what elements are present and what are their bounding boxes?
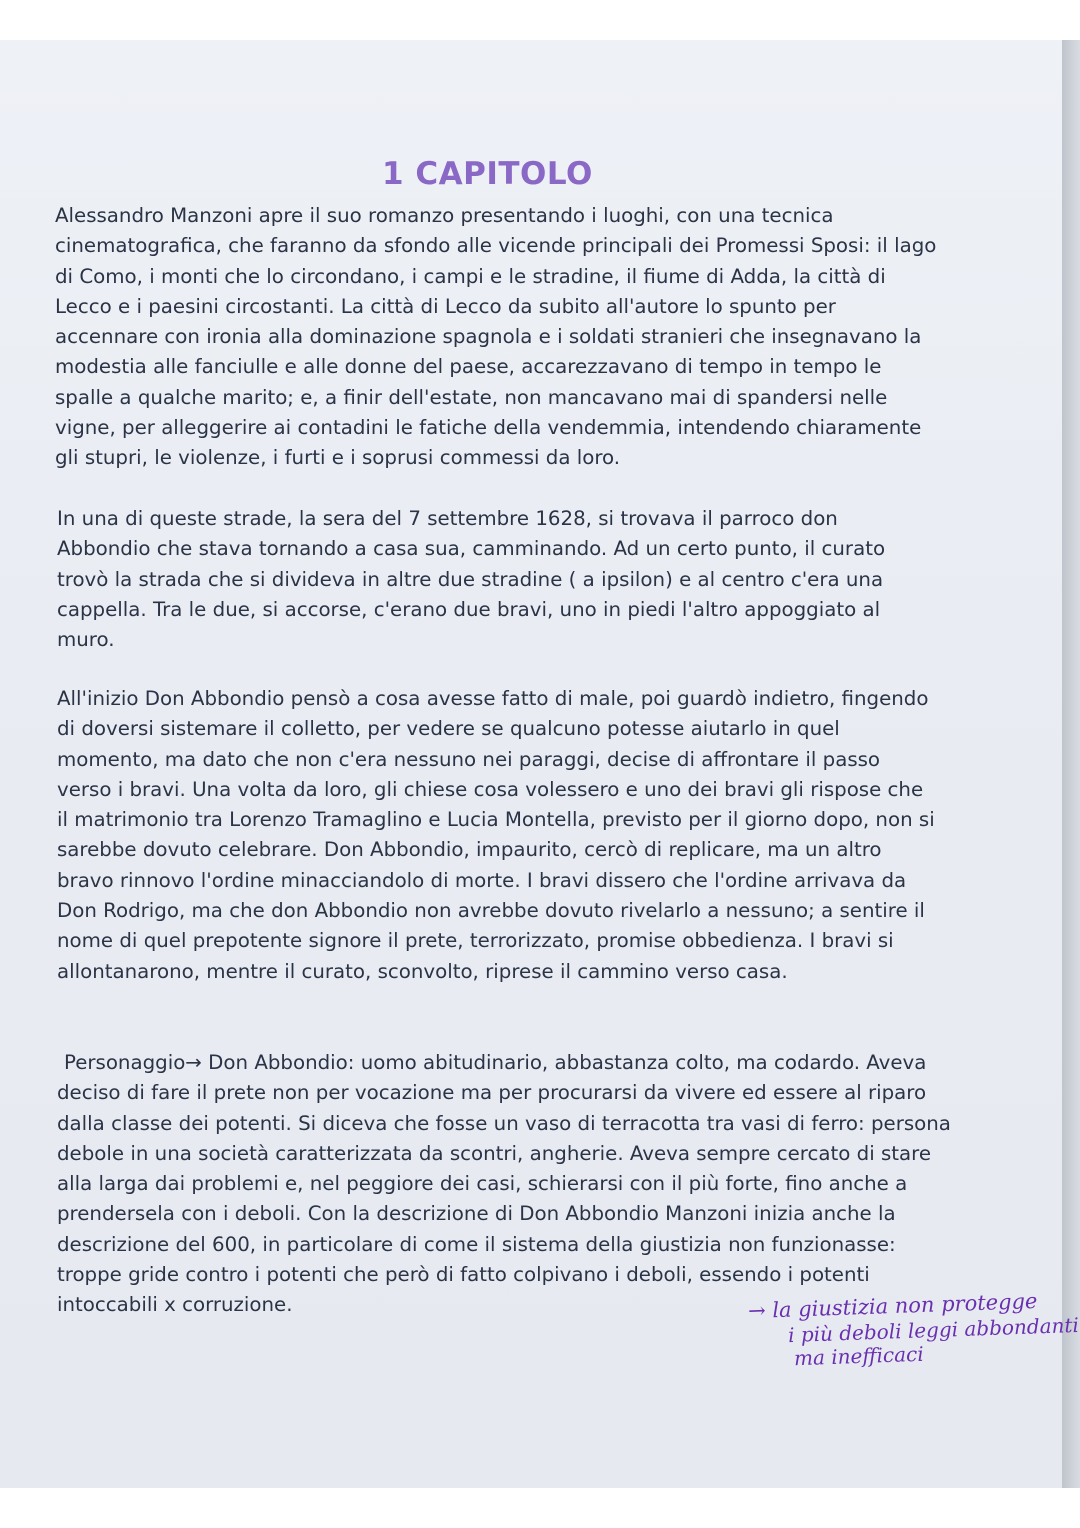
handwritten-note-line-3: ma inefficaci <box>793 1341 925 1371</box>
photo-border-top <box>0 0 1080 40</box>
character-lead: Personaggio→ Don Abbondio: <box>64 1051 355 1074</box>
handwritten-note-line-1: → la giustizia non protegge <box>747 1288 1038 1324</box>
handwritten-note-line-2: i più deboli leggi abbondanti <box>787 1312 1080 1348</box>
paragraph-threat: All'inizio Don Abbondio pensò a cosa avesse fatto di male, poi guardò indietro, fingendo di doversi sistemare il colletto, per vedere se qualcuno potesse aiutarlo in quel momento, ma dato che non c'era nessuno nei paraggi, decise di affrontare il passo verso i bravi. Una volta da loro, gli chiese cosa volessero e uno dei bravi gli rispose che il matrimonio tra Lorenzo Tramaglino e Lucia Montella, previsto per il giorno dopo, non si sarebbe dovuto celebrare. Don Abbondio, impaurito, cercò di replicare, ma un altro bravo rinnovo l'ordine minacciandolo di morte. I bravi dissero che l'ordine arrivava da Don Rodrigo, ma che don Abbondio non avrebbe dovuto rivelarlo a nessuno; a sentire il nome di quel prepotente signore il prete, terrorizzato, promise obbedienza. I bravi si allontanarono, mentre il curato, sconvolto, riprese il cammino verso casa. <box>57 687 935 983</box>
chapter-title: 1 CAPITOLO <box>382 156 593 192</box>
paragraph-encounter: In una di queste strade, la sera del 7 settembre 1628, si trovava il parroco don Abbondio che stava tornando a casa sua, camminando. Ad un certo punto, il curato trovò la strada che si divideva in altre due stradine ( a ipsilon) e al centro c'era una cappella. Tra le due, si accorse, c'erano due bravi, uno in piedi l'altro appoggiato al muro. <box>57 507 886 652</box>
paper-edge-shadow <box>1062 40 1080 1488</box>
character-description: uomo abitudinario, abbastanza colto, ma codardo. Aveva deciso di fare il prete non per vocazione ma per procurarsi da vivere ed essere al riparo dalla classe dei potenti. Si diceva che fosse un vaso di terracotta tra vasi di ferro: persona debole in una società caratterizzata da scontri, angherie. Aveva sempre cercato di stare alla larga dai problemi e, nel peggiore dei casi, schierarsi con il più forte, fino anche a prendersela con i deboli. Con la descrizione di Don Abbondio Manzoni inizia anche la descrizione del 600, in particolare di come il sistema della giustizia non funzionasse: troppe gride contro i potenti che però di fatto colpivano i deboli, essendo i potenti intoccabili x corruzione. <box>57 1051 951 1317</box>
paragraph-setting: Alessandro Manzoni apre il suo romanzo presentando i luoghi, con una tecnica cinematografica, che faranno da sfondo alle vicende principali dei Promessi Sposi: il lago di Como, i monti che lo circondano, i campi e le stradine, il fiume di Adda, la città di Lecco e i paesini circostanti. La città di Lecco da subito all'autore lo spunto per accennare con ironia alla dominazione spagnola e i soldati stranieri che insegnavano la modestia alle fanciulle e alle donne del paese, accarezzavano di tempo in tempo le spalle a qualche marito; e, a finir dell'estate, non mancavano mai di spandersi nelle vigne, per alleggerire ai contadini le fatiche della vendemmia, intendendo chiaramente gli stupri, le violenze, i furti e i soprusi commessi da loro. <box>55 204 937 470</box>
paragraph-character <box>57 1048 952 1321</box>
photo-border-bottom <box>0 1488 1080 1528</box>
